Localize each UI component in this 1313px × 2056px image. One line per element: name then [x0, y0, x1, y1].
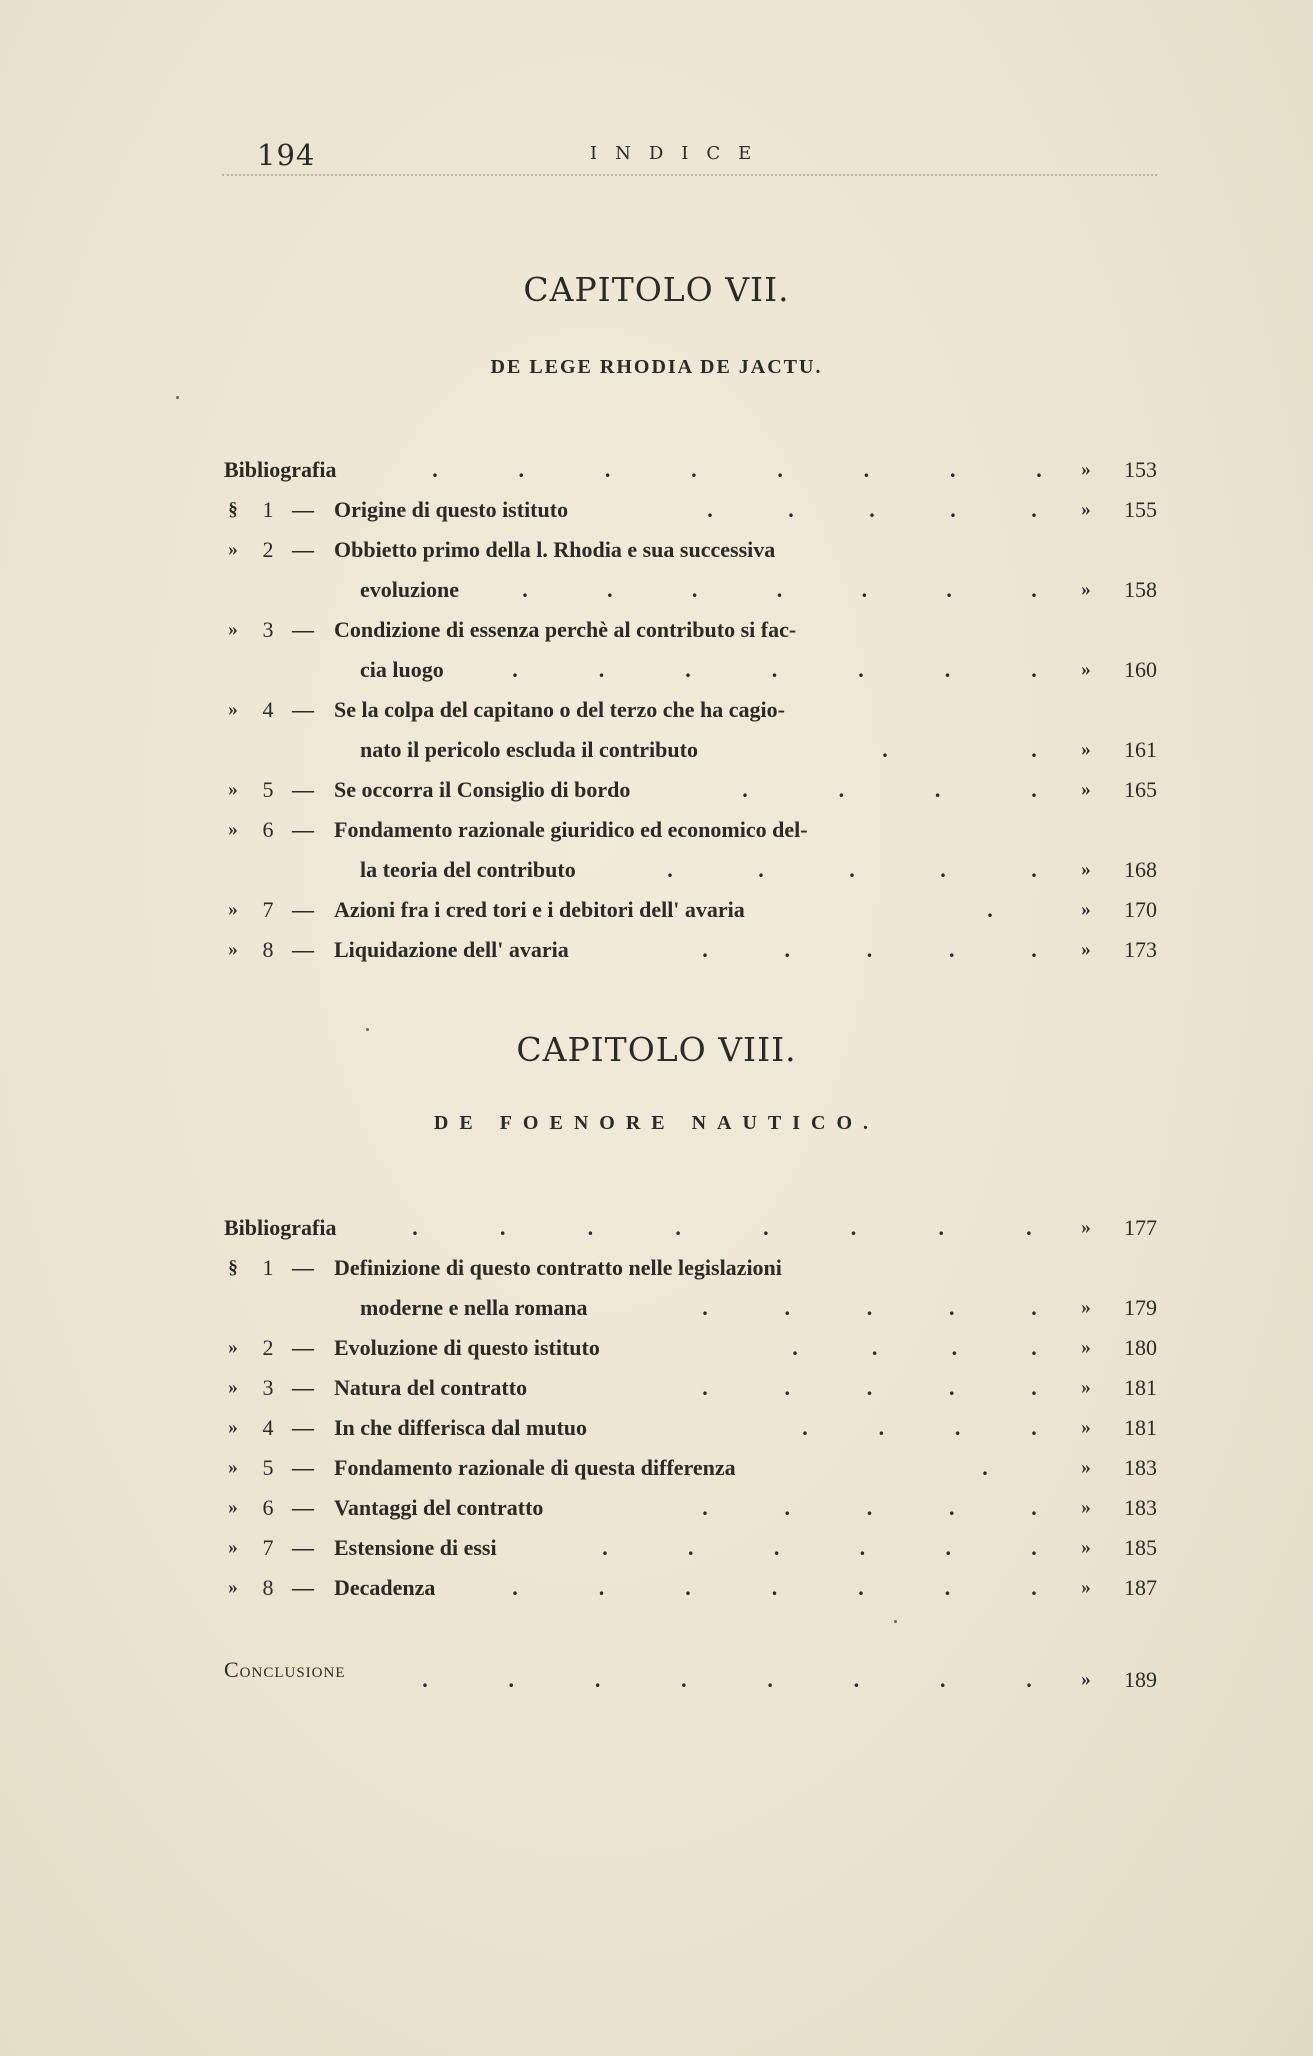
entry-number: 7 [262, 897, 274, 922]
page-ditto-mark: » [1081, 499, 1091, 520]
toc-entry-conclusion [222, 1650, 1157, 1690]
toc-entry [222, 690, 1157, 730]
ditto-mark: » [228, 899, 238, 920]
entry-page-number: 179 [1124, 1295, 1157, 1320]
entry-title: Obbietto primo della l. Rhodia e sua successiva [334, 537, 776, 562]
dot-leaders: . . . . [792, 1335, 1037, 1360]
entry-page-number: 170 [1124, 897, 1157, 922]
ditto-mark: » [228, 939, 238, 960]
toc-entry-continuation [222, 850, 1157, 890]
page-ditto-mark: » [1081, 459, 1091, 480]
entry-title: Condizione di essenza perchè al contributo si fac- [334, 617, 797, 642]
page-ditto-mark: » [1081, 939, 1091, 960]
toc-entry [222, 1368, 1157, 1408]
entry-page-number: 177 [1124, 1215, 1157, 1240]
entry-page-number: 155 [1124, 497, 1157, 522]
page-ditto-mark: » [1081, 1337, 1091, 1358]
running-title: INDICE [590, 143, 770, 164]
dot-leaders: . . . . . [707, 497, 1037, 522]
entry-number: 4 [262, 697, 274, 722]
page-ditto-mark: » [1081, 1537, 1091, 1558]
toc-entry-continuation [222, 570, 1157, 610]
entry-title: Conclusione [224, 1657, 346, 1682]
page-ditto-mark: » [1081, 1217, 1091, 1238]
dot-leaders: . . . . . . . [512, 657, 1037, 682]
entry-dash: — [292, 1415, 314, 1440]
entry-title: Definizione di questo contratto nelle legislazioni [334, 1255, 782, 1280]
toc-entry [222, 930, 1157, 970]
entry-dash: — [292, 537, 314, 562]
entry-dash: — [292, 1495, 314, 1520]
entry-page-number: 183 [1124, 1455, 1157, 1480]
toc-entry [222, 1528, 1157, 1568]
entry-page-number: 158 [1124, 577, 1157, 602]
entry-dash: — [292, 817, 314, 842]
entry-title: nato il pericolo escluda il contributo [360, 737, 698, 762]
entry-number: 8 [262, 1575, 274, 1600]
dot-leaders: . . . . . . . . [432, 457, 1042, 482]
entry-title: Estensione di essi [334, 1535, 497, 1560]
chapter-subtitle: DE LEGE RHODIA DE JACTU. [490, 356, 823, 378]
page-ditto-mark: » [1081, 1377, 1091, 1398]
entry-number: 3 [262, 617, 274, 642]
page-ditto-mark: » [1081, 659, 1091, 680]
ditto-mark: » [228, 1417, 238, 1438]
ditto-mark: » [228, 1377, 238, 1398]
entry-dash: — [292, 897, 314, 922]
dot-leaders: . . . . . [702, 1295, 1037, 1320]
entry-title: Fondamento razionale di questa differenza [334, 1455, 736, 1480]
toc-entry [222, 890, 1157, 930]
toc-entry [222, 1488, 1157, 1528]
toc-entry-continuation [222, 1288, 1157, 1328]
page-ditto-mark: » [1081, 859, 1091, 880]
entry-page-number: 153 [1124, 457, 1157, 482]
entry-page-number: 160 [1124, 657, 1157, 682]
section-mark: § [228, 1257, 238, 1278]
page-ditto-mark: » [1081, 1297, 1091, 1318]
entry-number: 5 [262, 777, 274, 802]
page-number: 194 [257, 138, 316, 172]
entry-number: 6 [262, 817, 274, 842]
entry-number: 6 [262, 1495, 274, 1520]
entry-dash: — [292, 697, 314, 722]
toc-entry [222, 1568, 1157, 1608]
dot-leaders: . . . . . [702, 1495, 1037, 1520]
chapter-title: CAPITOLO VIII. [516, 1030, 797, 1069]
entry-title: Se la colpa del capitano o del terzo che ha cagio- [334, 697, 785, 722]
entry-page-number: 161 [1124, 737, 1157, 762]
ditto-mark: » [228, 779, 238, 800]
entry-title: In che differisca dal mutuo [334, 1415, 587, 1440]
page-ditto-mark: » [1081, 739, 1091, 760]
toc-entry [222, 1448, 1157, 1488]
entry-number: 2 [262, 1335, 274, 1360]
entry-title: Decadenza [334, 1575, 436, 1600]
entry-title: evoluzione [360, 577, 459, 602]
ditto-mark: » [228, 1577, 238, 1598]
toc-entry [222, 1328, 1157, 1368]
page-ditto-mark: » [1081, 1669, 1091, 1690]
entry-title: la teoria del contributo [360, 857, 576, 882]
page-ditto-mark: » [1081, 1417, 1091, 1438]
entry-page-number: 181 [1124, 1415, 1157, 1440]
toc-entry-bibliography [222, 1208, 1157, 1248]
entry-title: Bibliografia [224, 457, 337, 482]
toc-entry [222, 530, 1157, 570]
dot-leaders: . . . . . . . . [412, 1215, 1032, 1240]
dot-leaders: . . . . . [702, 937, 1037, 962]
dot-leaders: . . . . . . [602, 1535, 1037, 1560]
ditto-mark: » [228, 539, 238, 560]
page-ditto-mark: » [1081, 1497, 1091, 1518]
paper-speck [894, 1620, 897, 1623]
ditto-mark: » [228, 1537, 238, 1558]
chapter-subtitle: DE FOENORE NAUTICO. [433, 1112, 880, 1134]
paper-speck [176, 396, 179, 399]
toc-entry-continuation [222, 650, 1157, 690]
dot-leaders: . [987, 897, 993, 922]
toc-entry [222, 490, 1157, 530]
dot-leaders: . . . . [742, 777, 1037, 802]
toc-entry-bibliography [222, 450, 1157, 490]
entry-dash: — [292, 1255, 314, 1280]
entry-page-number: 185 [1124, 1535, 1157, 1560]
entry-title: Se occorra il Consiglio di bordo [334, 777, 631, 802]
entry-title: Vantaggi del contratto [334, 1495, 544, 1520]
entry-dash: — [292, 617, 314, 642]
page-header [222, 138, 1157, 176]
entry-page-number: 183 [1124, 1495, 1157, 1520]
ditto-mark: » [228, 1337, 238, 1358]
entry-page-number: 181 [1124, 1375, 1157, 1400]
paper-speck [366, 1028, 369, 1031]
ditto-mark: » [228, 819, 238, 840]
dot-leaders: . . . . . . . [522, 577, 1037, 602]
page-ditto-mark: » [1081, 1577, 1091, 1598]
dot-leaders: . . . . . . . [512, 1575, 1037, 1600]
entry-title: moderne e nella romana [360, 1295, 588, 1320]
page-ditto-mark: » [1081, 1457, 1091, 1478]
toc-entry [222, 1248, 1157, 1288]
entry-number: 1 [262, 1255, 274, 1280]
entry-title: Azioni fra i cred tori e i debitori dell' avaria [334, 897, 745, 922]
entry-number: 8 [262, 937, 274, 962]
ditto-mark: » [228, 619, 238, 640]
entry-page-number: 180 [1124, 1335, 1157, 1360]
toc-entry-continuation [222, 730, 1157, 770]
entry-title: Bibliografia [224, 1215, 337, 1240]
entry-dash: — [292, 777, 314, 802]
ditto-mark: » [228, 699, 238, 720]
entry-number: 4 [262, 1415, 274, 1440]
toc-entry [222, 1408, 1157, 1448]
entry-dash: — [292, 937, 314, 962]
entry-title: Evoluzione di questo istituto [334, 1335, 600, 1360]
entry-dash: — [292, 497, 314, 522]
entry-number: 1 [262, 497, 274, 522]
entry-title: Fondamento razionale giuridico ed economico del- [334, 817, 808, 842]
ditto-mark: » [228, 1457, 238, 1478]
entry-page-number: 187 [1124, 1575, 1157, 1600]
entry-dash: — [292, 1335, 314, 1360]
toc-entry [222, 810, 1157, 850]
entry-page-number: 165 [1124, 777, 1157, 802]
page-ditto-mark: » [1081, 779, 1091, 800]
dot-leaders: . . . . . [702, 1375, 1037, 1400]
entry-title: Liquidazione dell' avaria [334, 937, 569, 962]
entry-number: 5 [262, 1455, 274, 1480]
entry-page-number: 189 [1124, 1667, 1157, 1692]
page-ditto-mark: » [1081, 899, 1091, 920]
entry-title: cia luogo [360, 657, 444, 682]
dot-leaders: . . [882, 737, 1037, 762]
dot-leaders: . . . . [802, 1415, 1037, 1440]
dot-leaders: . . . . . . . . [422, 1667, 1032, 1692]
ditto-mark: » [228, 1497, 238, 1518]
page-ditto-mark: » [1081, 579, 1091, 600]
entry-title: Origine di questo istituto [334, 497, 569, 522]
toc-entry [222, 610, 1157, 650]
entry-dash: — [292, 1575, 314, 1600]
toc-entry [222, 770, 1157, 810]
entry-dash: — [292, 1535, 314, 1560]
chapter-title: CAPITOLO VII. [523, 270, 790, 309]
entry-number: 2 [262, 537, 274, 562]
entry-page-number: 173 [1124, 937, 1157, 962]
entry-dash: — [292, 1455, 314, 1480]
dot-leaders: . . . . . [667, 857, 1037, 882]
entry-number: 7 [262, 1535, 274, 1560]
entry-title: Natura del contratto [334, 1375, 528, 1400]
entry-page-number: 168 [1124, 857, 1157, 882]
entry-number: 3 [262, 1375, 274, 1400]
dot-leaders: . [982, 1455, 988, 1480]
section-mark: § [228, 499, 238, 520]
entry-dash: — [292, 1375, 314, 1400]
